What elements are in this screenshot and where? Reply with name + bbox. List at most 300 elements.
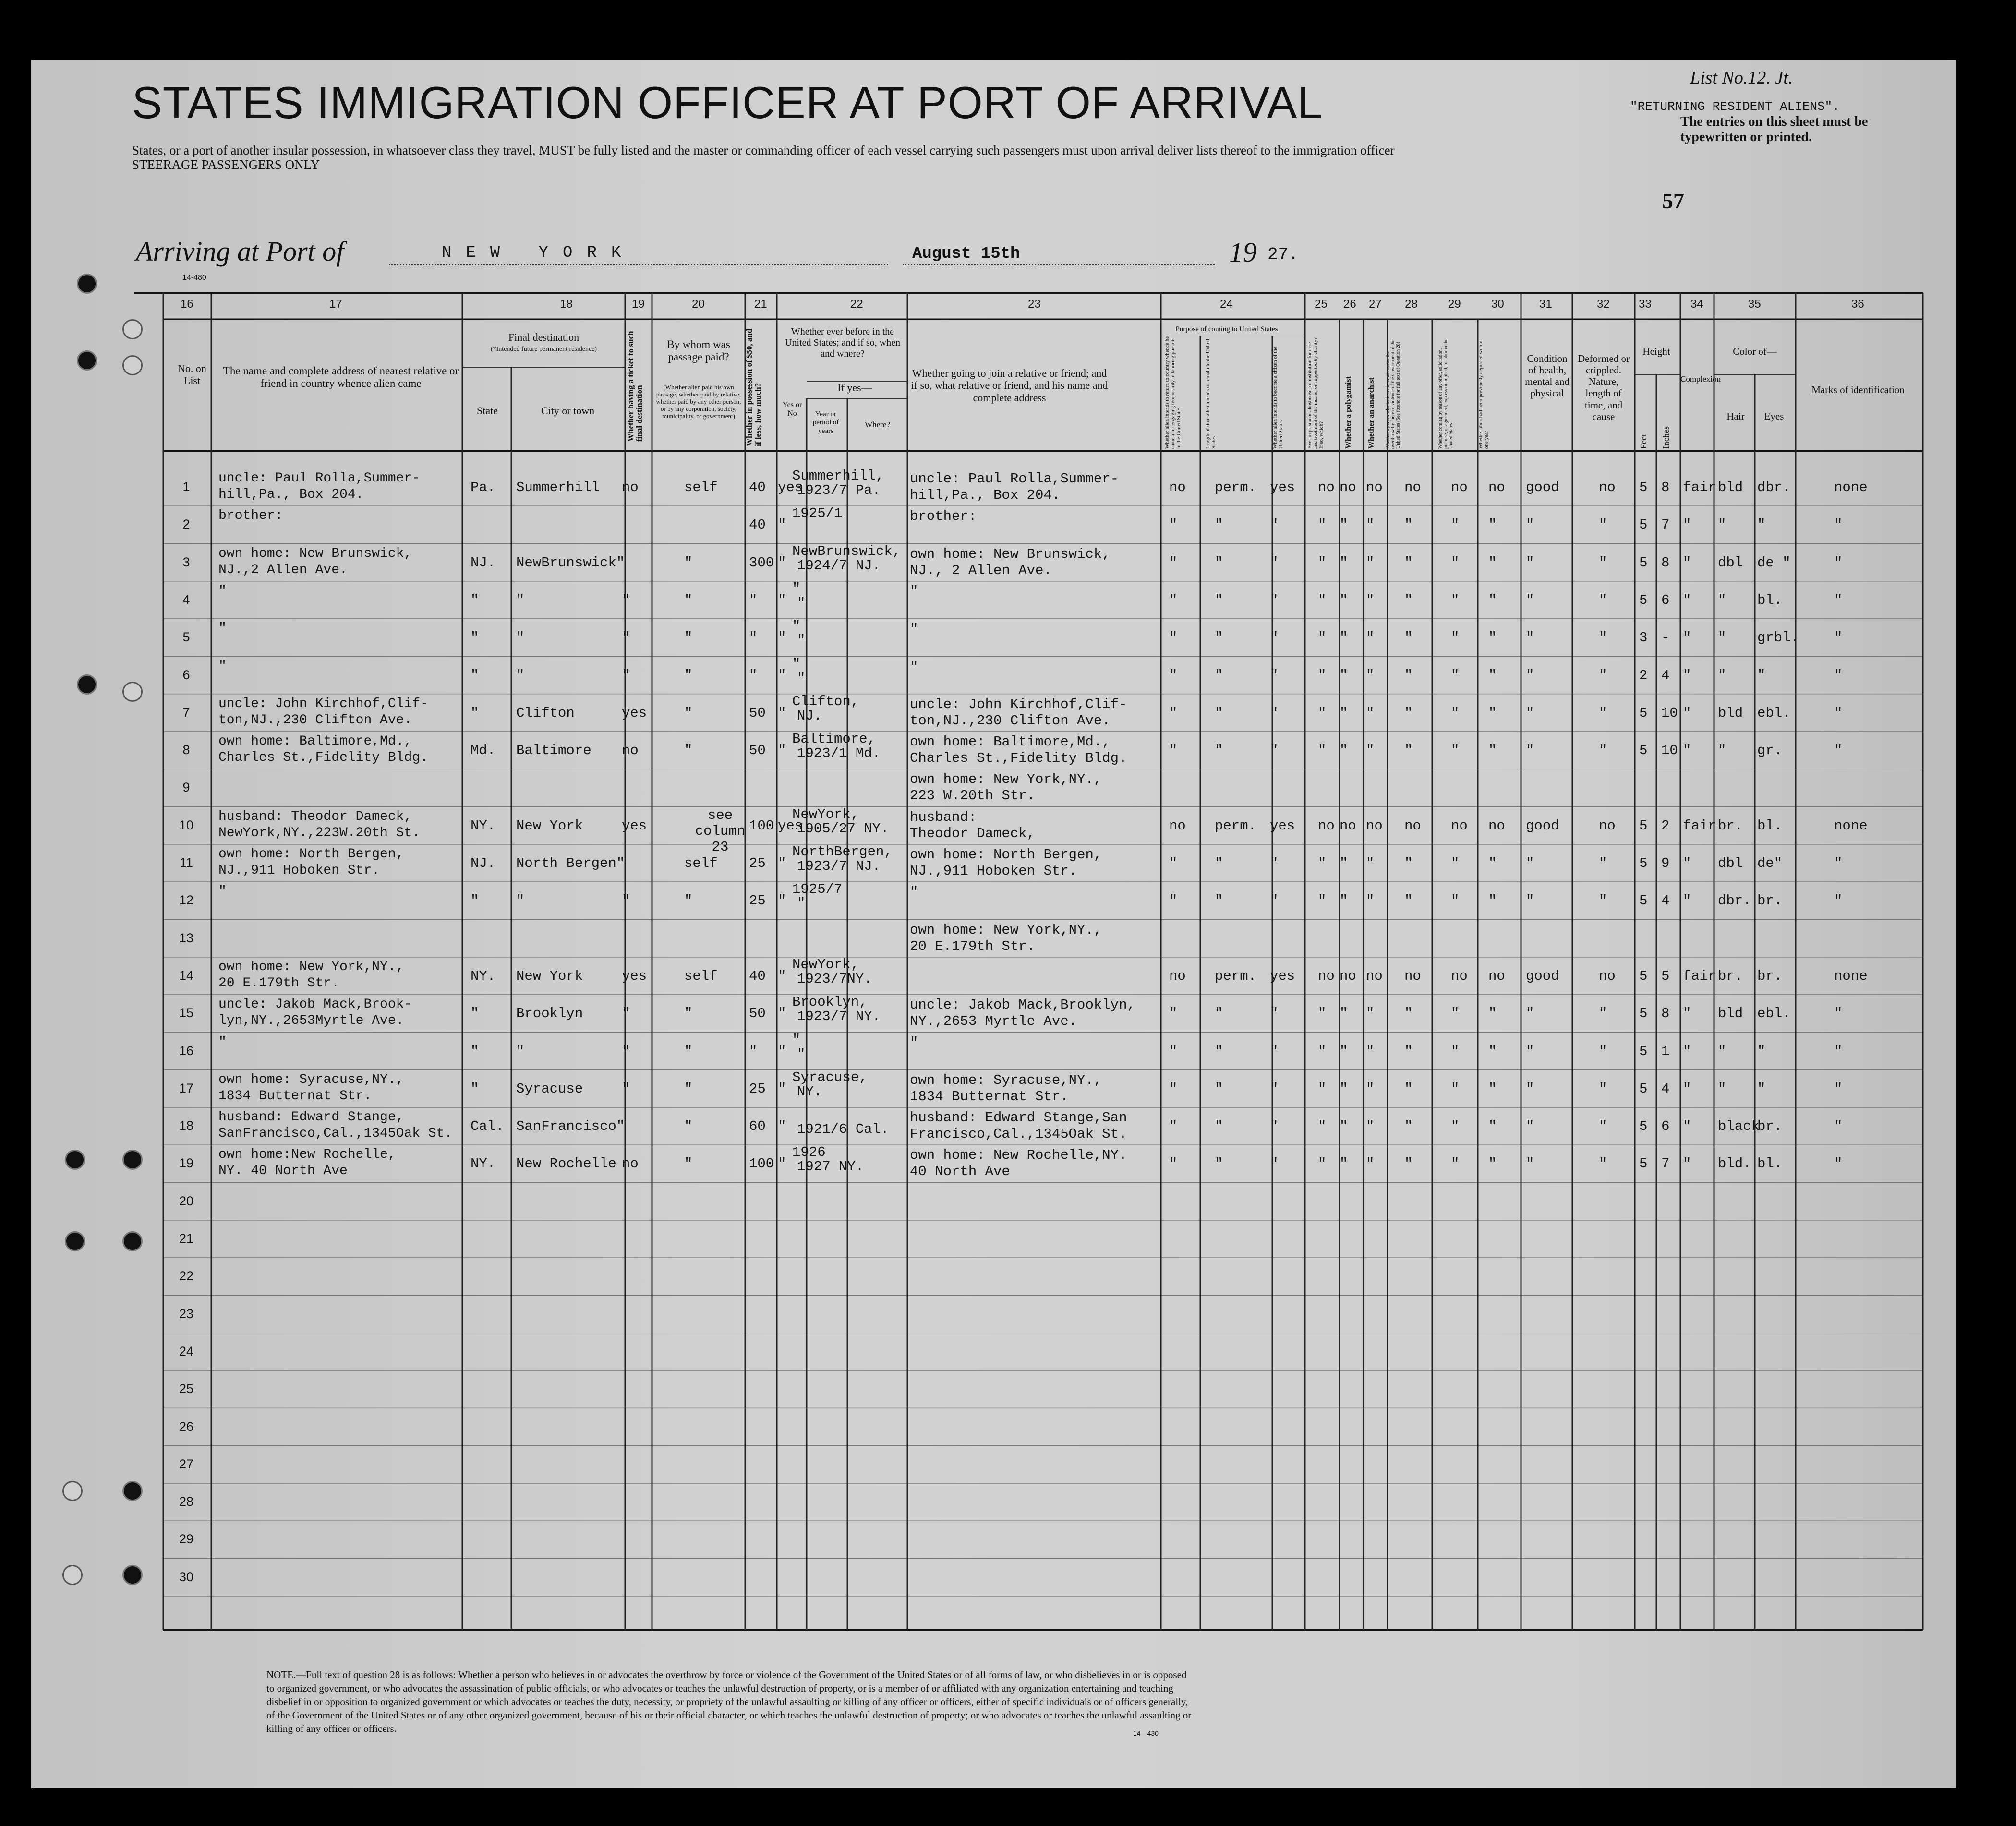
cell-destination-city: " [516,667,525,684]
column-number: 16 [181,298,193,311]
cell-money-in-possession: 25 [749,1081,766,1097]
cell-q28: " [1404,1118,1413,1135]
cell-eye-color: grbl. [1757,630,1799,646]
row-number: 20 [179,1193,194,1208]
cell-purpose-return: " [1169,592,1178,608]
cell-money-in-possession: 60 [749,1118,766,1135]
header-inches: Inches [1661,426,1671,449]
cell-previous-year: 1923/7NY. [797,971,872,987]
cell-identification-marks: " [1834,592,1843,608]
cell-q29: " [1451,855,1460,871]
cell-joining-person: own home: New York,NY., [910,922,1102,938]
cell-complexion: " [1683,554,1691,571]
cell-previous-place: " [792,580,801,597]
cell-height-inches: - [1661,630,1670,646]
header-year-period: Year or period of years [812,410,839,435]
cell-previous-year: 1923/1 Md. [797,745,881,762]
cell-deformed: " [1599,592,1607,608]
cell-prison: no [1318,480,1335,495]
cell-destination-state: Cal. [471,1118,504,1135]
cell-previous-year: " [797,595,806,611]
cell-relative-address: NJ.,911 Hoboken Str. [218,863,380,878]
cell-purpose-length: " [1215,517,1223,533]
cell-polygamist: no [1340,480,1356,495]
cell-complexion: " [1683,1156,1691,1172]
cell-relative-address: 1834 Butternat Str. [218,1088,372,1104]
cell-hair-color: " [1718,517,1726,533]
header-q30: Whether alien had been previously deported within one year [1478,340,1489,449]
cell-money-in-possession: 50 [749,705,766,721]
cell-q29: no [1451,817,1468,834]
returning-resident-label: "RETURNING RESIDENT ALIENS". [1630,99,1840,114]
cell-relative-address: NewYork,NY.,223W.20th St. [218,825,421,841]
cell-anarchist: " [1366,630,1375,646]
cell-complexion: fair [1683,480,1716,495]
header-purpose-b: Length of time alien intends to remain in the United States [1205,339,1217,449]
cell-relative-name: own home: New Brunswick, [218,546,412,561]
cell-previous-year: " [797,670,806,686]
cell-prison: " [1318,1156,1327,1172]
cell-height-inches: 6 [1661,592,1670,608]
header-condition: Condition of health, mental and physical [1525,353,1569,399]
arrival-date: August 15th [912,245,1020,263]
arriving-label: Arriving at Port of [136,236,344,267]
row-number: 27 [179,1456,194,1471]
cell-q29: no [1451,480,1468,495]
arrival-year-prefix: 19 [1229,237,1257,268]
cell-q28: " [1404,592,1413,608]
cell-prison: " [1318,705,1327,721]
cell-identification-marks: none [1834,968,1868,984]
cell-polygamist: " [1340,1006,1348,1022]
column-number: 19 [632,298,645,311]
cell-destination-state: NJ. [471,554,496,571]
cell-polygamist: " [1340,1043,1348,1059]
cell-hair-color: " [1718,1081,1726,1097]
cell-health: " [1526,743,1534,759]
cell-relative-address: SanFrancisco,Cal.,1345Oak St. [218,1126,453,1141]
cell-destination-state: " [471,1006,479,1022]
cell-eye-color: bl. [1757,1156,1783,1172]
cell-height-feet: 5 [1639,480,1648,495]
header-q29: Whether coming by reason of any offer, solicitation, promise, or agreement, express or implied, to labor in the United States [1438,338,1454,449]
cell-joining-person: own home: Baltimore,Md., [910,734,1111,750]
cell-destination-city: SanFrancisco" [516,1118,625,1135]
cell-purpose-length: " [1215,1043,1223,1059]
header-if-yes: If yes— [837,382,872,394]
cell-money-in-possession: 40 [749,480,766,495]
cell-previously-in-us: yes [778,480,803,495]
cell-money-in-possession: " [749,667,758,684]
row-number: 22 [179,1269,194,1284]
row-number: 25 [179,1382,194,1396]
cell-purpose-return: " [1169,1006,1178,1022]
cell-purpose-citizen: " [1270,1081,1279,1097]
row-number: 26 [179,1419,194,1434]
cell-deformed: " [1599,705,1607,721]
header-hair: Hair [1726,410,1745,422]
column-number: 21 [754,298,767,311]
cell-polygamist: " [1340,743,1348,759]
cell-destination-state: NY. [471,968,496,984]
cell-purpose-return: " [1169,1118,1178,1135]
cell-anarchist: no [1366,817,1383,834]
cell-height-inches: 8 [1661,480,1670,495]
footnote-code: 14—430 [1133,1730,1159,1737]
page-title: STATES IMMIGRATION OFFICER AT PORT OF ARRIVAL [132,77,1323,128]
cell-identification-marks: " [1834,1156,1843,1172]
cell-money-in-possession: 100 [749,817,774,834]
cell-height-feet: 2 [1639,667,1648,684]
cell-relative-name: own home:New Rochelle, [218,1147,396,1163]
cell-purpose-length: " [1215,855,1223,871]
cell-complexion: " [1683,705,1691,721]
cell-eye-color: bl. [1757,817,1783,834]
cell-passage-paid-by: " [684,667,693,684]
cell-anarchist: " [1366,1043,1375,1059]
cell-height-inches: 8 [1661,1006,1670,1022]
cell-deformed: " [1599,1156,1607,1172]
cell-polygamist: " [1340,517,1348,533]
cell-identification-marks: " [1834,1081,1843,1097]
column-number: 22 [850,298,863,311]
cell-q30: " [1488,705,1497,721]
column-number: 26 [1343,298,1356,311]
cell-eye-color: gr. [1757,743,1783,759]
cell-health: " [1526,630,1534,646]
column-number: 20 [692,298,705,311]
cell-health: good [1526,968,1559,984]
cell-deformed: " [1599,893,1607,909]
cell-polygamist: " [1340,705,1348,721]
cell-hair-color: " [1718,630,1726,646]
cell-complexion: " [1683,517,1691,533]
cell-purpose-length: " [1215,1081,1223,1097]
cell-purpose-citizen: " [1270,630,1279,646]
cell-joining-person: own home: New Rochelle,NY. [910,1147,1127,1164]
row-number: 18 [179,1118,194,1133]
cell-q28: " [1404,1043,1413,1059]
cell-polygamist: " [1340,554,1348,571]
cell-destination-state: " [471,630,479,646]
cell-previous-year: " [797,896,806,912]
header-feet: Feet [1639,434,1648,449]
cell-money-in-possession: 40 [749,517,766,533]
cell-deformed: " [1599,1118,1607,1135]
cell-height-inches: 4 [1661,893,1670,909]
cell-anarchist: " [1366,743,1375,759]
cell-relative-name: brother: [218,508,283,524]
row-number: 3 [182,554,190,569]
cell-hair-color: br. [1718,817,1743,834]
cell-passage-paid-by: " [684,1081,693,1097]
cell-q30: " [1488,1081,1497,1097]
cell-joining-address: ton,NJ.,230 Clifton Ave. [910,712,1111,729]
header-possession: Whether in possession of $50, and if less, how much? [745,328,762,446]
cell-q30: " [1488,517,1497,533]
cell-joining-person: uncle: Paul Rolla,Summer- [910,471,1119,487]
cell-identification-marks: " [1834,855,1843,871]
cell-relative-address: 20 E.179th Str. [218,975,340,991]
cell-hair-color: dbl [1718,855,1743,871]
row-number: 2 [182,517,190,532]
cell-joining-person: own home: Syracuse,NY., [910,1072,1102,1088]
cell-complexion: " [1683,630,1691,646]
row-number: 5 [182,630,190,645]
cell-relative-address: lyn,NY.,2653Myrtle Ave. [218,1013,404,1029]
cell-passage-paid-by: " [684,1118,693,1135]
cell-money-in-possession: 50 [749,1006,766,1022]
cell-identification-marks: " [1834,630,1843,646]
cell-identification-marks: " [1834,705,1843,721]
cell-destination-state: Pa. [471,480,496,495]
cell-q28: " [1404,743,1413,759]
cell-identification-marks: " [1834,554,1843,571]
column-number: 23 [1028,298,1041,311]
cell-purpose-length: " [1215,592,1223,608]
cell-purpose-citizen: " [1270,1006,1279,1022]
cell-destination-state: Md. [471,743,496,759]
cell-purpose-length: " [1215,1156,1223,1172]
cell-previously-in-us: " [778,1043,786,1059]
cell-q29: " [1451,1006,1460,1022]
cell-money-in-possession: " [749,592,758,608]
cell-relative-name: uncle: John Kirchhof,Clif- [218,696,428,711]
cell-eye-color: dbr. [1757,480,1791,495]
cell-q29: " [1451,554,1460,571]
cell-previously-in-us: yes [778,817,803,834]
header-height: Height [1642,346,1670,357]
cell-deformed: " [1599,743,1607,759]
cell-q30: " [1488,667,1497,684]
cell-height-feet: 5 [1639,705,1648,721]
cell-relative-address: NY. 40 North Ave [218,1164,348,1179]
row-number: 9 [182,780,190,795]
cell-relative-name: own home: North Bergen, [218,847,404,862]
cell-hair-color: dbl [1718,554,1743,571]
cell-previously-in-us: " [778,592,786,608]
header-state: State [477,405,498,417]
cell-health: good [1526,480,1559,495]
cell-deformed: " [1599,630,1607,646]
cell-purpose-return: " [1169,630,1178,646]
cell-q30: " [1488,743,1497,759]
cell-identification-marks: " [1834,743,1843,759]
cell-purpose-return: no [1169,968,1186,984]
cell-money-in-possession: 25 [749,855,766,871]
cell-height-inches: 10 [1661,705,1678,721]
cell-destination-state: " [471,592,479,608]
cell-relative-name: husband: Theodor Dameck, [218,809,412,824]
cell-hair-color: " [1718,1043,1726,1059]
cell-complexion: fair [1683,817,1716,834]
cell-height-feet: 5 [1639,968,1648,984]
cell-ticket: " [622,1006,630,1022]
cell-joining-address: 40 North Ave [910,1164,1010,1180]
cell-height-inches: 6 [1661,1118,1670,1135]
cell-prison: " [1318,743,1327,759]
cell-purpose-length: perm. [1215,817,1257,834]
entries-instruction: The entries on this sheet must be typewritten or printed. [1680,114,1868,144]
cell-relative-name: own home: New York,NY., [218,959,404,974]
cell-q28: no [1404,968,1421,984]
cell-destination-city: New York [516,817,583,834]
column-number: 18 [560,298,573,311]
cell-previously-in-us: " [778,554,786,571]
cell-q29: " [1451,705,1460,721]
cell-money-in-possession: 300 [749,554,774,571]
cell-previous-place: NewBrunswick, [792,543,901,559]
cell-joining-person: " [910,1034,918,1051]
cell-previously-in-us: " [778,893,786,909]
cell-height-feet: 5 [1639,517,1648,533]
cell-destination-city: North Bergen" [516,855,625,871]
row-number: 19 [179,1156,194,1171]
cell-health: " [1526,705,1534,721]
cell-complexion: fair [1683,968,1716,984]
cell-passage-paid-by: " [684,592,693,608]
cell-money-in-possession: " [749,630,758,646]
cell-destination-city: Baltimore [516,743,592,759]
cell-health: " [1526,592,1534,608]
header-purpose: Purpose of coming to United States [1175,325,1278,333]
cell-joining-address: Theodor Dameck, [910,825,1036,841]
cell-q29: " [1451,893,1460,909]
cell-purpose-citizen: yes [1270,968,1295,984]
cell-purpose-length: " [1215,1118,1223,1135]
cell-anarchist: " [1366,1118,1375,1135]
cell-previous-year: 1927 NY. [797,1159,864,1175]
cell-q28: " [1404,855,1413,871]
page-number: 57 [1662,189,1684,213]
cell-q29: " [1451,517,1460,533]
cell-purpose-return: " [1169,743,1178,759]
cell-ticket: " [622,893,630,909]
column-number: 32 [1597,298,1610,311]
cell-health: " [1526,893,1534,909]
cell-q30: " [1488,1006,1497,1022]
cell-previously-in-us: " [778,1156,786,1172]
cell-previously-in-us: " [778,630,786,646]
cell-polygamist: " [1340,1118,1348,1135]
cell-health: " [1526,554,1534,571]
cell-height-feet: 5 [1639,855,1648,871]
cell-hair-color: dbr. [1718,893,1751,909]
list-number: List No.12. Jt. [1690,68,1793,88]
column-number: 33 [1639,298,1652,311]
cell-prison: no [1318,968,1335,984]
arrival-port: NEW YORK [442,244,636,262]
cell-height-inches: 1 [1661,1043,1670,1059]
cell-destination-state: NY. [471,817,496,834]
column-number: 31 [1539,298,1552,311]
column-number: 36 [1851,298,1864,311]
cell-q28: no [1404,817,1421,834]
cell-passage-paid-by: see column 23 [695,807,746,855]
header-purpose-c: Whether alien intends to become a citizen of the United States [1272,347,1284,449]
header-yes-or-no: Yes or No [782,401,802,418]
header-ticket: Whether having a ticket to such final destination [626,331,644,442]
header-q28: Whether a person who believes in or advocates the overthrow by force or violence of the Government of the United States (See footnote for full text of Question 28) [1385,339,1401,449]
cell-ticket: yes [622,705,647,721]
column-number: 30 [1491,298,1504,311]
cell-anarchist: " [1366,1081,1375,1097]
cell-identification-marks: none [1834,480,1868,495]
cell-height-feet: 5 [1639,1043,1648,1059]
cell-joining-address: 1834 Butternat Str. [910,1088,1069,1105]
cell-hair-color: " [1718,743,1726,759]
cell-q30: " [1488,1118,1497,1135]
cell-hair-color: bld [1718,480,1743,495]
cell-purpose-citizen: yes [1270,480,1295,495]
cell-deformed: no [1599,817,1616,834]
cell-height-feet: 5 [1639,1156,1648,1172]
cell-joining-address: Francisco,Cal.,1345Oak St. [910,1126,1127,1142]
cell-money-in-possession: 100 [749,1156,774,1172]
cell-purpose-return: no [1169,817,1186,834]
cell-hair-color: bld [1718,1006,1743,1022]
cell-ticket: " [622,630,630,646]
row-number: 11 [179,855,193,870]
row-number: 7 [182,705,190,720]
cell-anarchist: " [1366,1156,1375,1172]
cell-height-feet: 5 [1639,554,1648,571]
cell-destination-city: New York [516,968,583,984]
cell-identification-marks: " [1834,667,1843,684]
cell-anarchist: " [1366,667,1375,684]
cell-q30: " [1488,554,1497,571]
cell-previous-year: NY. [797,1083,822,1100]
cell-q30: no [1488,817,1505,834]
row-number: 24 [179,1344,194,1358]
cell-ticket: " [622,1081,630,1097]
cell-previous-year: " [797,1046,806,1062]
cell-relative-name: " [218,621,227,637]
cell-deformed: no [1599,968,1616,984]
cell-eye-color: " [1757,1043,1766,1059]
cell-ticket: yes [622,968,647,984]
cell-q28: " [1404,705,1413,721]
cell-prison: " [1318,1006,1327,1022]
cell-q30: no [1488,968,1505,984]
row-number: 6 [182,667,190,682]
cell-joining-person: own home: New Brunswick, [910,546,1111,562]
cell-purpose-citizen: " [1270,554,1279,571]
cell-q28: no [1404,480,1421,495]
footnote-question-28: NOTE.—Full text of question 28 is as follows: Whether a person who believes in or advocates the overthrow by force or violence of the Government of the United States or of all forms of law, or who disbelieves in or is opposed to organized government, or who advocates the assassination of public officials, or who advocates or teaches the unlawful destruction of property, or is a member of or affiliated with any organization entertaining and teaching disbelief in or opposition to organized government or which advocates or teaches the duty, necessity, or propriety of the unlawful assaulting or killing of any officer or officers, either of specific individuals or of officers generally, of the Government of the United States or of any other organized government, because of his or their official character, or which teaches the unlawful destruction of property; or who advocates or teaches the unlawful assaulting or killing of any officer or officers. [266,1669,1192,1734]
header-no-on-list: No. on List [178,362,206,387]
cell-height-inches: 9 [1661,855,1670,871]
cell-purpose-return: " [1169,705,1178,721]
header-final-destination: Final destination [508,331,579,343]
cell-deformed: " [1599,1006,1607,1022]
cell-height-feet: 5 [1639,1118,1648,1135]
cell-destination-state: " [471,705,479,721]
cell-previously-in-us: " [778,1081,786,1097]
cell-purpose-citizen: yes [1270,817,1295,834]
cell-polygamist: " [1340,1081,1348,1097]
cell-purpose-citizen: " [1270,1156,1279,1172]
cell-destination-state: " [471,1043,479,1059]
cell-height-inches: 7 [1661,1156,1670,1172]
cell-ticket: " [622,1043,630,1059]
cell-q30: " [1488,855,1497,871]
cell-purpose-length: perm. [1215,968,1257,984]
cell-prison: " [1318,554,1327,571]
cell-deformed: " [1599,667,1607,684]
cell-money-in-possession: 50 [749,743,766,759]
cell-q30: " [1488,1156,1497,1172]
